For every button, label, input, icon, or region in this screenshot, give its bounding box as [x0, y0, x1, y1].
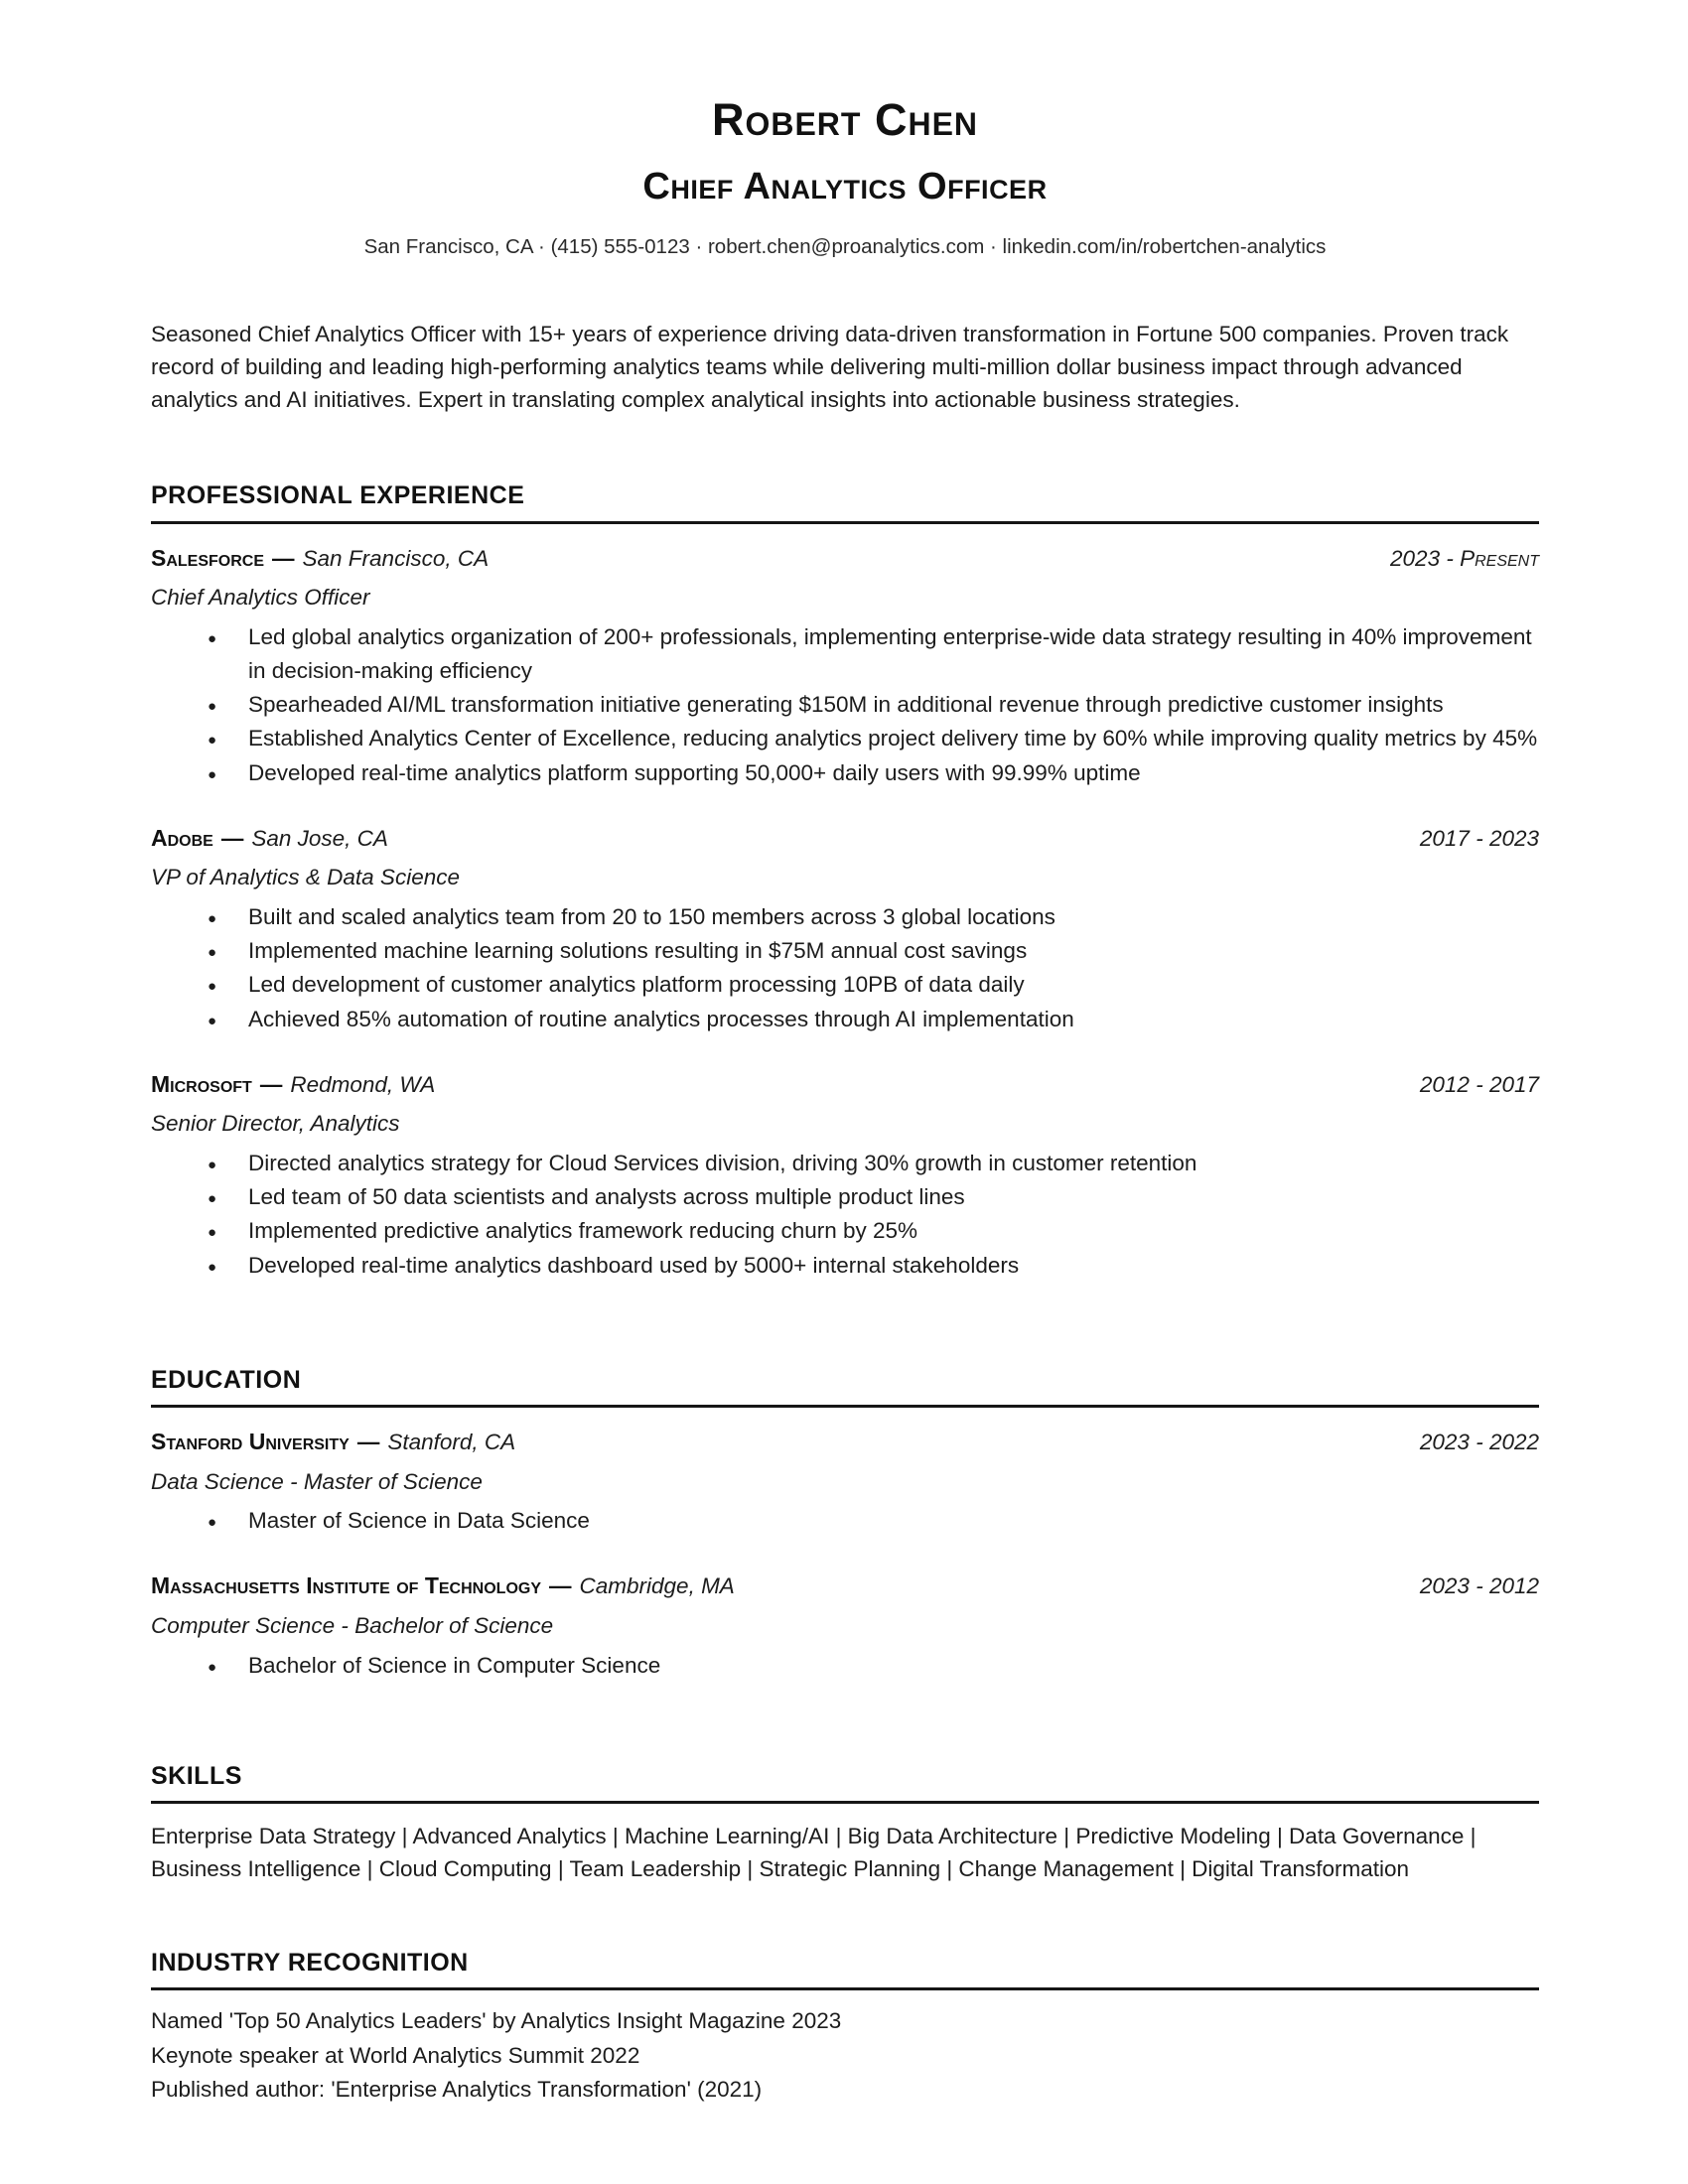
- company-location-separator: —: [259, 1071, 283, 1097]
- school-entry: [151, 1426, 1539, 1538]
- job-role: VP of Analytics & Data Science: [151, 865, 460, 890]
- recognition-list: [151, 2004, 1539, 2107]
- job-dates: 2012 - 2017: [1419, 1071, 1539, 1097]
- recognition-item: Published author: 'Enterprise Analytics Transformation' (2021): [151, 2076, 763, 2102]
- school-bullet-list: [151, 1504, 1539, 1538]
- contact-line: San Francisco, CA · (415) 555-0123 · robert.chen@proanalytics.com · linkedin.com/in/robertchen-analytics: [363, 235, 1327, 259]
- education-heading: EDUCATION: [151, 1362, 1539, 1408]
- school-entry: [151, 1570, 1539, 1682]
- school-bullet-list: [151, 1649, 1539, 1683]
- company-name: Salesforce: [151, 544, 265, 571]
- company-location: Redmond, WA: [290, 1071, 436, 1097]
- company-location-separator: —: [220, 825, 244, 851]
- job-dates: 2023 - Present: [1390, 545, 1539, 571]
- company-location-separator: —: [272, 545, 295, 571]
- school-name: Stanford University: [151, 1428, 350, 1454]
- candidate-name: Robert Chen: [711, 94, 979, 145]
- school-location-separator: —: [549, 1573, 572, 1599]
- job-entry: [151, 822, 1539, 1036]
- job-bullet-list: [151, 900, 1539, 1036]
- school-degree: Computer Science - Bachelor of Science: [151, 1613, 554, 1638]
- school-degree: Data Science - Master of Science: [151, 1468, 483, 1494]
- skills-text: Enterprise Data Strategy | Advanced Analytics | Machine Learning/AI | Big Data Architecture | Predictive Modeling | Data Governance | Business Intelligence | Cloud Computing | Team Leadership | Strategic Planning | Change Management | Digital Transformation: [151, 1824, 1477, 1882]
- bullet-item: ● Achieved 85% automation of routine analytics processes through AI implementation: [151, 1003, 1539, 1036]
- job-bullet-list: [151, 1147, 1539, 1283]
- section-experience: [151, 478, 1539, 1282]
- job-company-line: [151, 542, 489, 576]
- school-name-line: [151, 1570, 735, 1603]
- school-location: Cambridge, MA: [579, 1573, 735, 1599]
- job-header: [151, 542, 1539, 576]
- job-header: [151, 822, 1539, 856]
- recognition-heading: INDUSTRY RECOGNITION: [151, 1945, 1539, 1990]
- job-header: [151, 1068, 1539, 1102]
- summary-paragraph: Seasoned Chief Analytics Officer with 15+ years of experience driving data-driven transformation in Fortune 500 companies. Proven track record of building and leading high-performing analytics teams while delivering multi-million dollar business impact through advanced analytics and AI initiatives. Expert in translating complex analytical insights into actionable business strategies.: [151, 322, 1509, 413]
- job-entry: [151, 1068, 1539, 1283]
- school-location: Stanford, CA: [387, 1429, 516, 1454]
- bullet-item: ● Built and scaled analytics team from 20 to 150 members across 3 global locations: [151, 900, 1539, 934]
- job-company-line: [151, 1068, 435, 1102]
- company-location: San Jose, CA: [251, 825, 388, 851]
- school-dates: 2023 - 2022: [1419, 1429, 1539, 1454]
- section-education: [151, 1362, 1539, 1683]
- job-bullet-list: [151, 620, 1539, 790]
- section-recognition: [151, 1945, 1539, 2107]
- school-name: Massachusetts Institute of Technology: [151, 1572, 542, 1599]
- bullet-item: ● Led development of customer analytics platform processing 10PB of data daily: [151, 968, 1539, 1002]
- job-dates: 2017 - 2023: [1419, 825, 1539, 851]
- resume-header: [151, 87, 1539, 262]
- bullet-item: ● Developed real-time analytics platform supporting 50,000+ daily users with 99.99% uptime: [151, 756, 1539, 790]
- company-name: Adobe: [151, 824, 213, 851]
- bullet-item: ● Led global analytics organization of 200+ professionals, implementing enterprise-wide data strategy resulting in 40% improvement in decision-making efficiency: [151, 620, 1539, 688]
- bullet-item: ● Led team of 50 data scientists and analysts across multiple product lines: [151, 1180, 1539, 1214]
- recognition-item: Named 'Top 50 Analytics Leaders' by Analytics Insight Magazine 2023: [151, 2008, 842, 2034]
- school-header: [151, 1570, 1539, 1603]
- candidate-title: Chief Analytics Officer: [642, 166, 1048, 208]
- school-location-separator: —: [356, 1429, 380, 1454]
- bullet-item: ● Established Analytics Center of Excellence, reducing analytics project delivery time by 60% while improving quality metrics by 45%: [151, 722, 1539, 755]
- school-header: [151, 1426, 1539, 1459]
- bullet-item: ● Implemented predictive analytics framework reducing churn by 25%: [151, 1214, 1539, 1248]
- company-location: San Francisco, CA: [302, 545, 490, 571]
- job-role: Senior Director, Analytics: [151, 1111, 400, 1137]
- school-dates: 2023 - 2012: [1419, 1573, 1539, 1599]
- bullet-item: ● Directed analytics strategy for Cloud Services division, driving 30% growth in customer retention: [151, 1147, 1539, 1180]
- skills-heading: SKILLS: [151, 1758, 1539, 1804]
- bullet-item: ● Spearheaded AI/ML transformation initiative generating $150M in additional revenue through predictive customer insights: [151, 688, 1539, 722]
- job-company-line: [151, 822, 388, 856]
- company-name: Microsoft: [151, 1070, 252, 1097]
- section-skills: [151, 1758, 1539, 1885]
- job-role: Chief Analytics Officer: [151, 585, 370, 611]
- experience-heading: PROFESSIONAL EXPERIENCE: [151, 478, 1539, 523]
- bullet-item: ● Master of Science in Data Science: [151, 1504, 1539, 1538]
- job-entry: [151, 542, 1539, 790]
- bullet-item: ● Bachelor of Science in Computer Science: [151, 1649, 1539, 1683]
- bullet-item: ● Developed real-time analytics dashboard used by 5000+ internal stakeholders: [151, 1249, 1539, 1283]
- bullet-item: ● Implemented machine learning solutions resulting in $75M annual cost savings: [151, 934, 1539, 968]
- recognition-item: Keynote speaker at World Analytics Summit 2022: [151, 2042, 640, 2068]
- school-name-line: [151, 1426, 515, 1459]
